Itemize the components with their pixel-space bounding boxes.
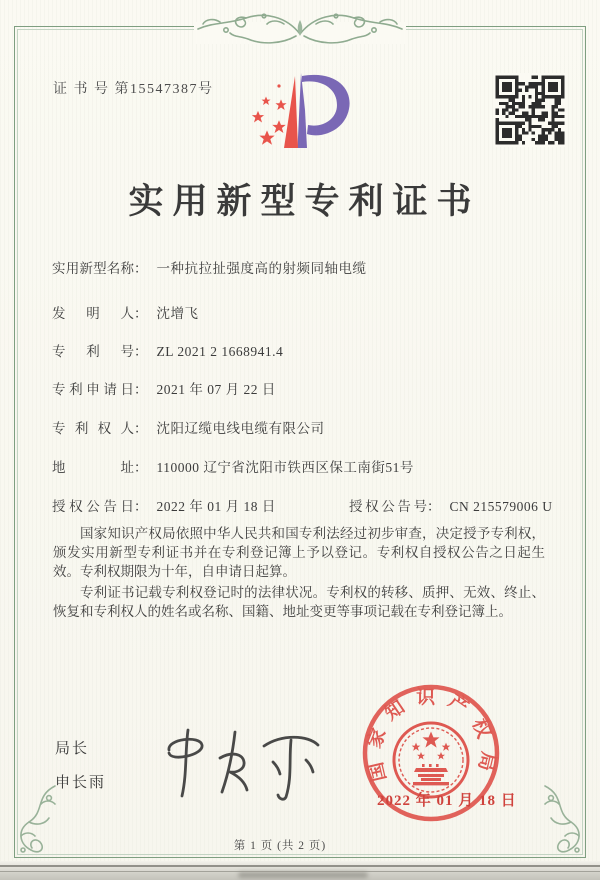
logo-stars — [252, 84, 287, 144]
director-signature-icon — [158, 718, 330, 806]
field-label: 发明人 — [52, 306, 134, 321]
field-row-grant: 授权公告日： 2022 年 01 月 18 日 授权公告号： CN 215579006 U — [52, 495, 548, 515]
field-row-address: 地址： 110000 辽宁省沈阳市铁西区保工南街51号 — [52, 456, 414, 476]
field-row-patentee: 专利权人： 沈阳辽缆电线电缆有限公司 — [52, 417, 325, 437]
field-label: 授权公告日 — [52, 499, 134, 514]
field-row-filing-date: 专利申请日： 2021 年 07 月 22 日 — [52, 378, 276, 398]
field-label: 专利权人 — [52, 421, 134, 436]
certificate-title: 实用新型专利证书 — [128, 182, 481, 221]
scan-edge-line — [0, 865, 600, 872]
scan-edge-smudge — [238, 872, 368, 878]
field-value: ZL 2021 2 1668941.4 — [156, 344, 284, 359]
field-row-patent-number: 专利号： ZL 2021 2 1668941.4 — [52, 340, 283, 360]
field-value: 沈阳辽缆电线电缆有限公司 — [156, 421, 325, 436]
field-row-inventor: 发明人： 沈增飞 — [52, 302, 199, 322]
field-value: 2022 年 01 月 18 日 — [156, 499, 276, 514]
seal-date: 2022 年 01 月 18 日 — [377, 793, 517, 809]
legal-paragraph-1: 国家知识产权局依照中华人民共和国专利法经过初步审查，决定授予专利权，颁发实用新型专利证书并在专利登记簿上予以登记。专利权自授权公告之日起生效。专利权期限为十年，自申请日起算。 — [53, 526, 545, 579]
field-value: 一种抗拉扯强度高的射频同轴电缆 — [156, 261, 367, 276]
field-label: 地址 — [52, 460, 134, 475]
officer-name: 申长雨 — [55, 774, 107, 791]
field-row-name: 实用新型名称： 一种抗拉扯强度高的射频同轴电缆 — [52, 257, 367, 277]
field-value: 沈增飞 — [156, 306, 199, 321]
field-label: 实用新型名称 — [52, 261, 134, 276]
field-label: 专利申请日 — [52, 382, 134, 397]
officer-title: 局长 — [55, 740, 90, 757]
legal-paragraph-2: 专利证书记载专利权登记时的法律状况。专利权的转移、质押、无效、终止、恢复和专利权人的姓名或名称、国籍、地址变更等事项记载在专利登记簿上。 — [53, 585, 545, 619]
field-value: 110000 辽宁省沈阳市铁西区保工南街51号 — [156, 460, 414, 475]
top-border-ornament-icon — [190, 6, 410, 54]
page-number: 第 1 页 (共 2 页) — [233, 840, 327, 852]
cnipa-logo-icon — [251, 70, 359, 168]
national-emblem-icon — [394, 723, 468, 797]
certificate-number: 证 书 号 第15547387号 — [53, 82, 214, 97]
field-label: 专利号 — [52, 344, 134, 359]
field-value: 2021 年 07 月 22 日 — [156, 382, 276, 397]
seal-text: 国家知识产权局 — [363, 687, 499, 784]
field-grant-number: 授权公告号： CN 215579006 U — [349, 495, 553, 515]
field-value: CN 215579006 U — [449, 499, 553, 514]
field-label: 授权公告号 — [349, 499, 427, 514]
qr-code — [493, 73, 567, 147]
